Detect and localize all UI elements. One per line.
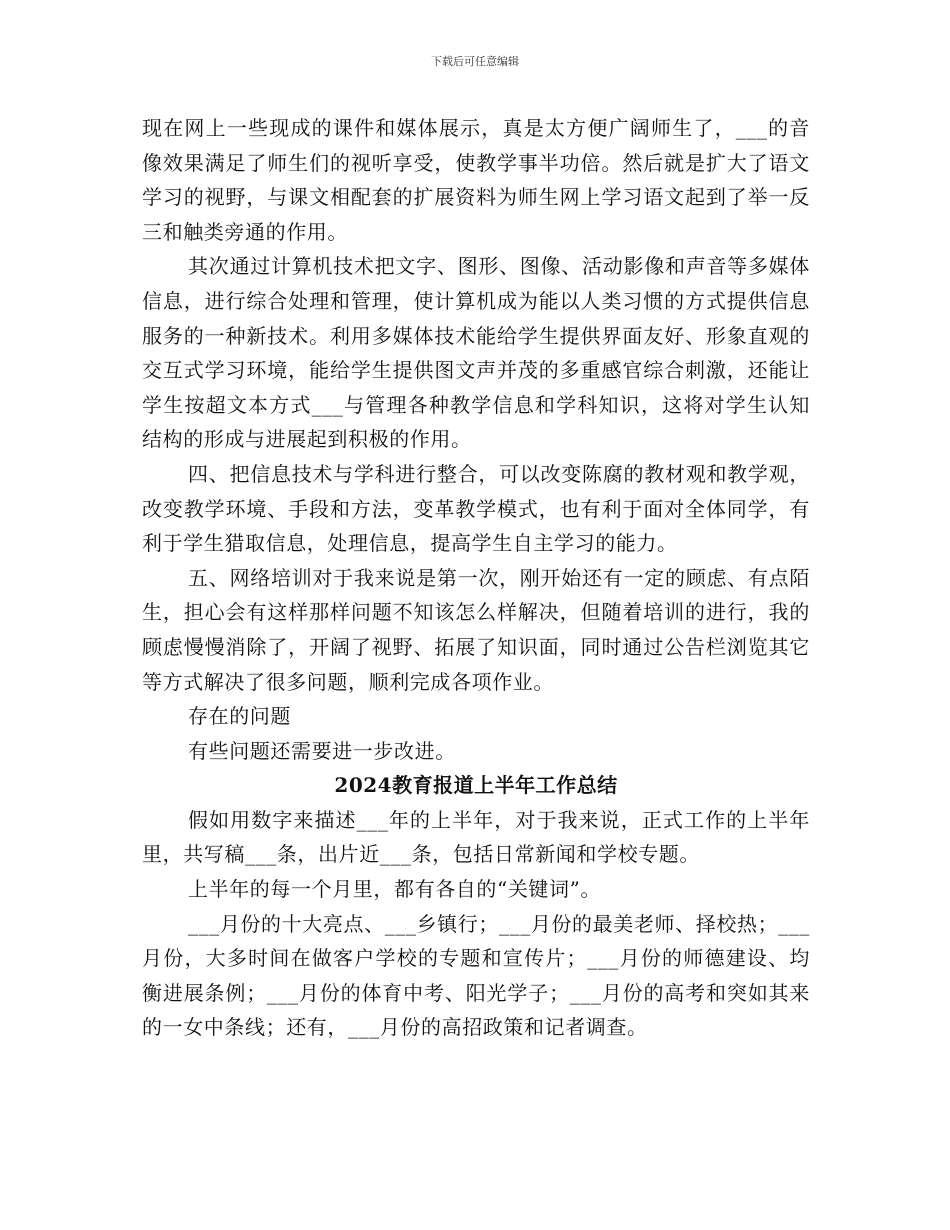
document-title: 2024教育报道上半年工作总结 <box>334 773 618 798</box>
paragraph: 五、网络培训对于我来说是第一次，刚开始还有一定的顾虑、有点陌生，担心会有这样那样问题不知该怎么样解决，但随着培训的进行，我的顾虑慢慢消除了，开阔了视野、拓展了知识面，同时通过公告栏浏览其它等方式解决了很多问题，顺利完成各项作业。 <box>142 565 810 694</box>
section-before-title <box>142 111 810 768</box>
paragraph: 有些问题还需要进一步改进。 <box>188 738 456 763</box>
paragraph: 现在网上一些现成的课件和媒体展示，真是太方便广阔师生了，___的音像效果满足了师生们的视听享受，使教学事半功倍。然后就是扩大了语文学习的视野，与课文相配套的扩展资料为师生网上学习语文起到了举一反三和触类旁通的作用。 <box>142 116 810 244</box>
paragraph: 四、把信息技术与学科进行整合，可以改变陈腐的教材观和教学观，改变教学环境、手段和方法，变革教学模式，也有利于面对全体同学，有利于学生猎取信息，处理信息，提高学生自主学习的能力。 <box>142 461 810 556</box>
paragraph: 上半年的每一个月里，都有各自的“关键词”。 <box>188 877 602 902</box>
paragraph: 其次通过计算机技术把文字、图形、图像、活动影像和声音等多媒体信息，进行综合处理和管理，使计算机成为能以人类习惯的方式提供信息服务的一种新技术。利用多媒体技术能给学生提供界面友好、形象直观的交互式学习环境，能给学生提供图文声并茂的多重感官综合刺激，还能让学生按超文本方式___与管理各种教学信息和学科知识，这将对学生认知结构的形成与进展起到积极的作用。 <box>142 254 810 452</box>
paragraph: ___月份的十大亮点、___乡镇行；___月份的最美老师、择校热；___月份，大多时间在做客户学校的专题和宣传片；___月份的师德建设、均衡进展条例；___月份的体育中考、阳光学子；___月份的高考和突如其来的一女中条线；还有，___月份的高招政策和记者调查。 <box>142 911 810 1040</box>
section-after-title <box>142 803 810 1045</box>
paragraph: 假如用数字来描述___年的上半年，对于我来说，正式工作的上半年里，共写稿___条，出片近___条，包括日常新闻和学校专题。 <box>142 807 810 867</box>
page-header: 下载后可任意编辑 <box>431 55 519 68</box>
paragraph: 存在的问题 <box>188 704 291 729</box>
document-body <box>142 111 810 1045</box>
